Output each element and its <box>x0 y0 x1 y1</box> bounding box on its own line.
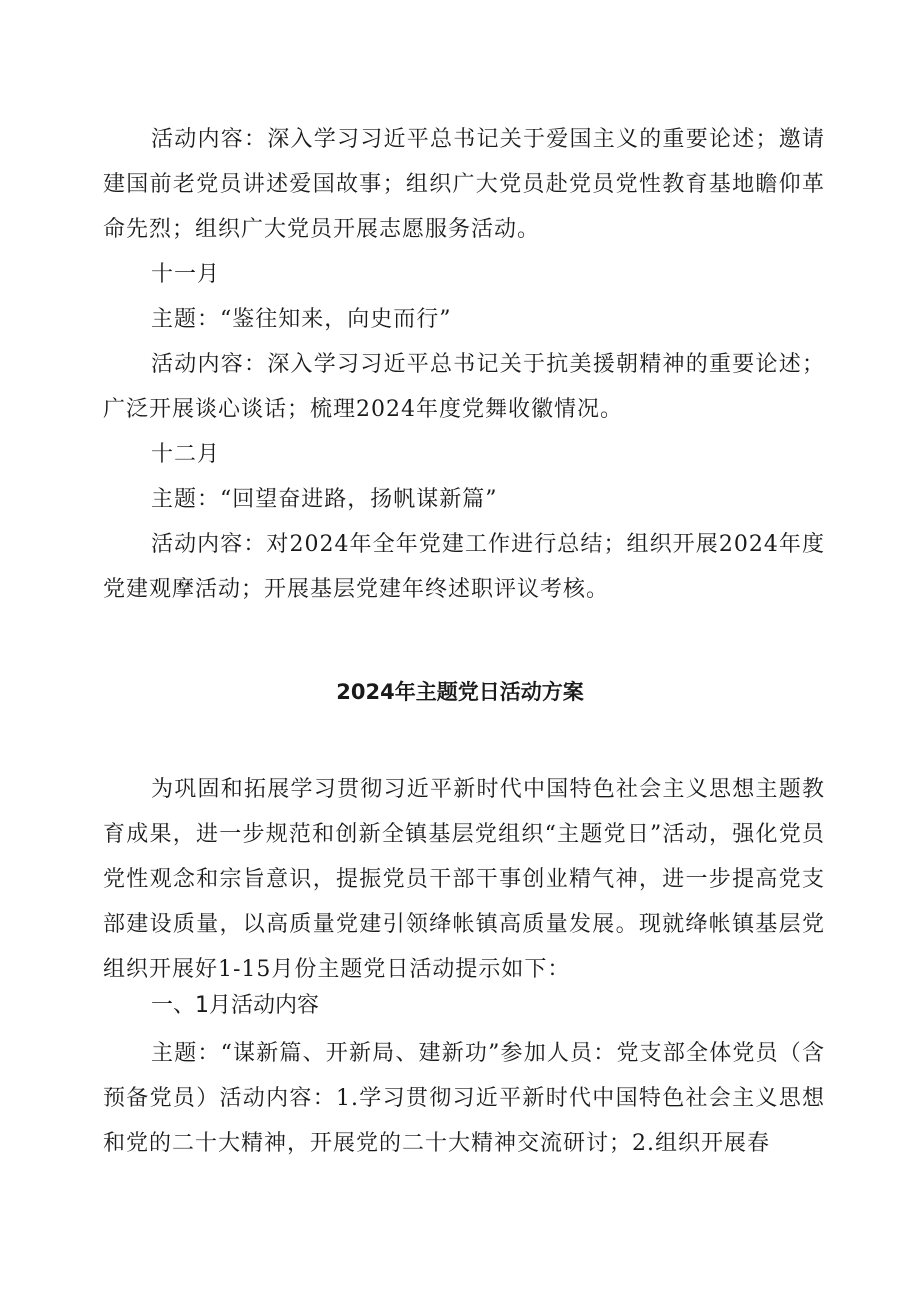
month-label-november: 十一月 <box>151 262 221 287</box>
theme-november: 主题：“鉴往知来，向史而行” <box>151 307 452 332</box>
plan-title: 2024年主题党日活动方案 <box>336 680 584 704</box>
section-1-title: 一、1月活动内容 <box>151 993 319 1018</box>
plan-intro: 为巩固和拓展学习贯彻习近平新时代中国特色社会主义思想主题教育成果，进一步规范和创新全镇基层党组织“主题党日”活动，强化党员党性观念和宗旨意识，提振党员干部干事创业精气神，进一步提高党支部建设质量，以高质量党建引领绛帐镇高质量发展。现就绛帐镇基层党组织开展好1-15月份主题党日活动提示如下： <box>103 777 825 982</box>
paragraph-patriotism-content: 活动内容：深入学习习近平总书记关于爱国主义的重要论述；邀请建国前老党员讲述爱国故事；组织广大党员赴党员党性教育基地瞻仰革命先烈；组织广大党员开展志愿服务活动。 <box>103 127 825 242</box>
month-label-december: 十二月 <box>151 442 221 467</box>
content-december: 活动内容：对2024年全年党建工作进行总结；组织开展2024年度党建观摩活动；开展基层党建年终述职评议考核。 <box>103 532 825 602</box>
theme-december: 主题：“回望奋进路，扬帆谋新篇” <box>151 487 498 512</box>
section-1-body: 主题：“谋新篇、开新局、建新功”参加人员：党支部全体党员（含预备党员）活动内容：1.学习贯彻习近平新时代中国特色社会主义思想和党的二十大精神，开展党的二十大精神交流研讨；2.组织开展春 <box>103 1041 825 1156</box>
content-november: 活动内容：深入学习习近平总书记关于抗美援朝精神的重要论述；广泛开展谈心谈话；梳理2024年度党舞收徽情况。 <box>103 352 825 422</box>
